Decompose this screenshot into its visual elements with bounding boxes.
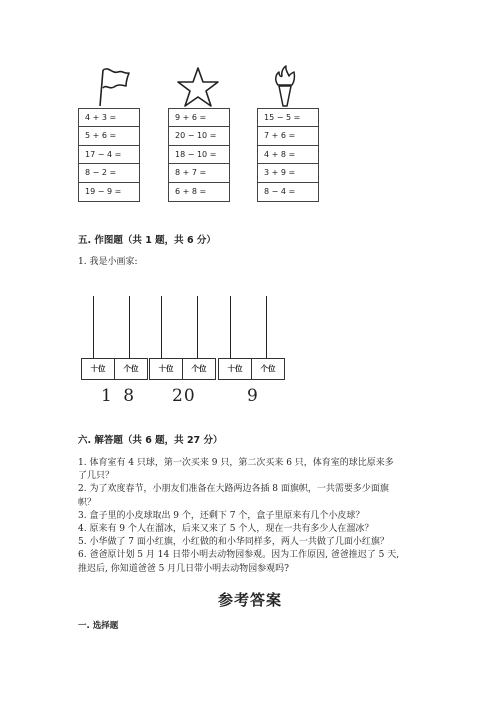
question-line: 了几只？ [78, 471, 115, 482]
place-value-box [149, 358, 216, 380]
torch-icon [270, 64, 300, 108]
equation: 19 − 9 = [85, 186, 122, 196]
equation: 8 − 2 = [79, 164, 139, 182]
equation: 4 + 8 = [258, 146, 318, 164]
question-line: 6. 爸爸原计划 5 月 14 日带小明去动物园参观。因为工作原因, 爸爸推迟了 5 天, [78, 550, 400, 561]
tens-rod [230, 296, 231, 358]
abacus-number: 9 [247, 386, 261, 406]
equation: 5 + 6 = [79, 127, 139, 145]
ones-label: 个位 [123, 364, 139, 373]
place-value-box [81, 358, 148, 380]
math-card-flag [78, 108, 140, 202]
equation: 17 − 4 = [79, 146, 139, 164]
equation: 8 + 7 = [169, 164, 229, 182]
equation: 3 + 9 = [258, 164, 318, 182]
abacus-number: 20 [172, 386, 196, 406]
question-line: 1. 体育室有 4 只球，第一次买来 9 只，第二次买来 6 只，体育室的球比原来多 [78, 458, 394, 468]
question-line: 5. 小华做了 7 面小红旗，小红做的和小华同样多，两人一共做了几面小红旗？ [78, 537, 389, 548]
question-line: 3. 盒子里的小皮球取出 9 个，还剩下 7 个，盒子里原来有几个小皮球？ [78, 510, 365, 521]
tens-label: 十位 [150, 359, 183, 379]
question-line: 2. 为了欢度春节，小朋友们准备在大路两边各插 8 面旗帜，一共需要多少面旗 [78, 484, 389, 495]
section-6-questions [78, 457, 438, 576]
answers-title: 参考答案 [217, 591, 282, 609]
ones-rod [129, 296, 130, 358]
section-5-heading: 五. 作图题（共 1 题，共 6 分） [78, 235, 216, 246]
tens-label: 十位 [82, 359, 115, 379]
abacus-1 [81, 296, 148, 388]
tens-rod [93, 296, 94, 358]
question-line: 4. 原来有 9 个人在溜冰，后来又来了 5 个人，现在一共有多少人在溜冰？ [78, 524, 374, 535]
abacus-2 [149, 296, 216, 388]
tens-rod [161, 296, 162, 358]
star-icon [176, 66, 220, 108]
place-value-box [218, 358, 285, 380]
equation: 15 − 5 = [258, 109, 318, 127]
equation: 4 + 3 = [79, 109, 139, 127]
answers-section-1: 一. 选择题 [78, 621, 119, 631]
ones-rod [197, 296, 198, 358]
flag-icon [94, 64, 134, 108]
equation: 7 + 6 = [258, 127, 318, 145]
abacus-3 [218, 296, 285, 388]
equation: 18 − 10 = [169, 146, 229, 164]
ones-label: 个位 [191, 364, 207, 373]
equation: 8 − 4 = [264, 186, 296, 196]
ones-rod [266, 296, 267, 358]
tens-label: 十位 [219, 359, 252, 379]
section-6-heading: 六. 解答题（共 6 题，共 27 分） [78, 435, 223, 446]
question-line: 推迟后, 你知道爸爸 5 月几日带小明去动物园参观吗? [78, 563, 289, 574]
ones-label: 个位 [260, 364, 276, 373]
question-line: 帜？ [78, 497, 97, 508]
abacus-number: 1 8 [101, 386, 138, 406]
equation: 9 + 6 = [169, 109, 229, 127]
equation: 6 + 8 = [175, 186, 207, 196]
math-card-star [168, 108, 230, 202]
equation: 20 − 10 = [169, 127, 229, 145]
question-5-1: 1. 我是小画家: [78, 257, 138, 267]
math-card-torch [257, 108, 319, 202]
